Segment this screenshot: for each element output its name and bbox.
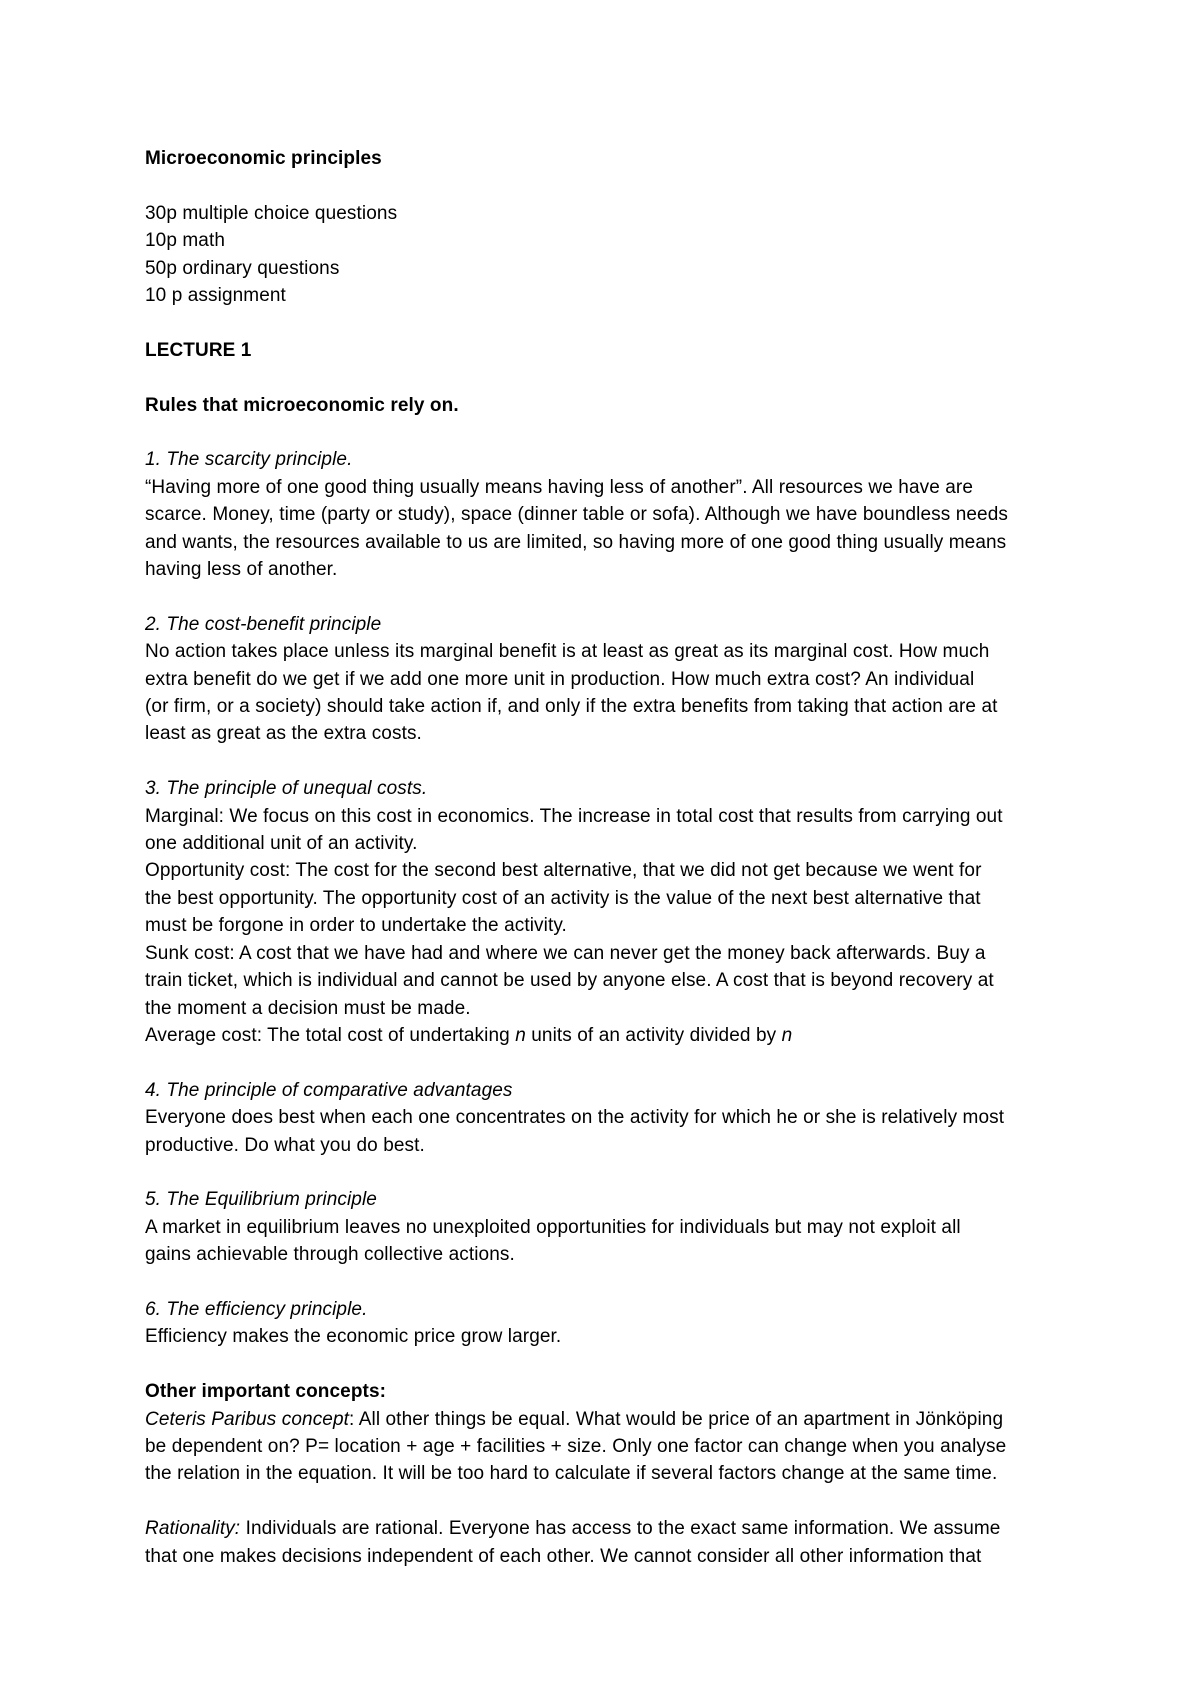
paragraph-line: be dependent on? P= location + age + facilities + size. Only one factor can change when you analyse (145, 1435, 1007, 1457)
principle-equilibrium (145, 1186, 1065, 1268)
principle-comparative-advantages (145, 1077, 1065, 1159)
paragraph-line: Sunk cost: A cost that we have had and where we can never get the money back afterwards. Buy a (145, 942, 986, 964)
grading-item: 10p math (145, 230, 226, 252)
grading-item: 50p ordinary questions (145, 257, 340, 279)
principle-unequal-costs (145, 775, 1065, 1049)
principle-title: 3. The principle of unequal costs. (145, 778, 428, 800)
principle-title: 4. The principle of comparative advantages (145, 1079, 513, 1101)
paragraph-line: No action takes place unless its marginal benefit is at least as great as its marginal cost. How much (145, 641, 990, 663)
paragraph-line: gains achievable through collective actions. (145, 1244, 515, 1266)
paragraph-line: A market in equilibrium leaves no unexploited opportunities for individuals but may not exploit all (145, 1216, 961, 1238)
average-cost-line: Average cost: The total cost of undertaking n units of an activity divided by n (145, 1024, 793, 1046)
paragraph-line: “Having more of one good thing usually means having less of another”. All resources we have are (145, 476, 974, 498)
other-concepts-heading: Other important concepts: (145, 1381, 387, 1403)
concept-ceteris-paribus (145, 1406, 1065, 1488)
paragraph-line: the best opportunity. The opportunity cost of an activity is the value of the next best alternative that (145, 887, 981, 909)
principle-title: 1. The scarcity principle. (145, 449, 353, 471)
principle-efficiency (145, 1296, 1065, 1351)
rules-heading: Rules that microeconomic rely on. (145, 394, 459, 416)
paragraph-line: Opportunity cost: The cost for the second best alternative, that we did not get because we went for (145, 860, 982, 882)
paragraph-line: Marginal: We focus on this cost in economics. The increase in total cost that results from carrying out (145, 805, 1003, 827)
paragraph-line: Everyone does best when each one concentrates on the activity for which he or she is relatively most (145, 1107, 1005, 1129)
concept-first-line: Rationality: Individuals are rational. Everyone has access to the exact same information. We assume (145, 1518, 1001, 1540)
paragraph-line: train ticket, which is individual and cannot be used by anyone else. A cost that is beyond recovery at (145, 970, 994, 992)
principle-scarcity (145, 446, 1065, 583)
concept-first-line: Ceteris Paribus concept: All other things be equal. What would be price of an apartment in Jönköping (145, 1408, 1004, 1430)
principle-cost-benefit (145, 611, 1065, 748)
paragraph-line: Efficiency makes the economic price grow larger. (145, 1326, 562, 1348)
paragraph-line: and wants, the resources available to us are limited, so having more of one good thing usually means (145, 531, 1007, 553)
principle-title: 6. The efficiency principle. (145, 1298, 368, 1320)
grading-list (145, 200, 1065, 310)
paragraph-line: must be forgone in order to undertake the activity. (145, 915, 567, 937)
concept-term: Rationality: (145, 1518, 241, 1540)
document-body (145, 145, 1065, 1570)
paragraph-line: least as great as the extra costs. (145, 723, 422, 745)
paragraph-line: the moment a decision must be made. (145, 997, 471, 1019)
principle-title: 5. The Equilibrium principle (145, 1189, 377, 1211)
principle-title: 2. The cost-benefit principle (145, 613, 382, 635)
paragraph-line: the relation in the equation. It will be too hard to calculate if several factors change at the same time. (145, 1463, 998, 1485)
document-title: Microeconomic principles (145, 148, 382, 169)
concept-rationality (145, 1515, 1065, 1570)
paragraph-line: extra benefit do we get if we add one more unit in production. How much extra cost? An individual (145, 668, 975, 690)
lecture-heading: LECTURE 1 (145, 339, 252, 361)
paragraph-line: having less of another. (145, 559, 338, 581)
paragraph-line: that one makes decisions independent of each other. We cannot consider all other information that (145, 1545, 982, 1567)
paragraph-line: scarce. Money, time (party or study), space (dinner table or sofa). Although we have boundless needs (145, 504, 1008, 526)
paragraph-line: productive. Do what you do best. (145, 1134, 425, 1156)
grading-item: 30p multiple choice questions (145, 202, 398, 224)
paragraph-line: (or firm, or a society) should take action if, and only if the extra benefits from taking that action are at (145, 696, 998, 718)
paragraph-line: one additional unit of an activity. (145, 833, 418, 855)
grading-item: 10 p assignment (145, 285, 286, 307)
concept-term: Ceteris Paribus concept (145, 1408, 350, 1430)
